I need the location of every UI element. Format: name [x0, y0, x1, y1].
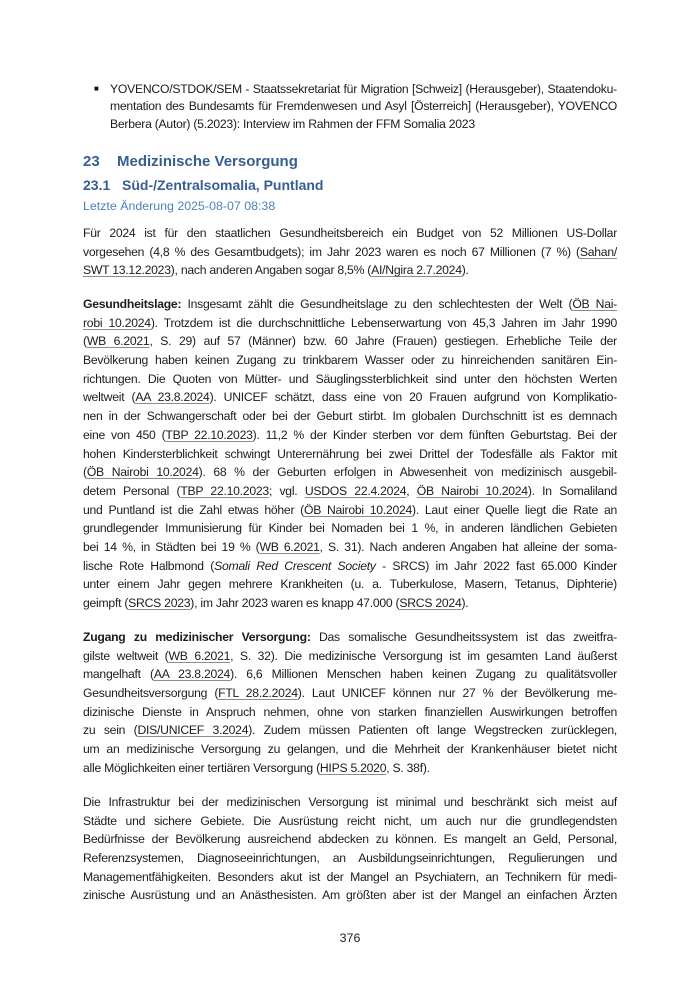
text-run: Managementfähigkeiten. Besonders akut ist der Mangel an Psychiatern, an Technikern für medi-	[83, 869, 617, 884]
text-run: geimpft (	[83, 596, 129, 610]
text-run: ).	[461, 263, 469, 278]
source-reference-link[interactable]: AA 23.8.2024	[135, 390, 210, 405]
text-run: ). Laut UNICEF können nur 27 % der Bevölkerung me-	[297, 686, 617, 701]
source-reference-link[interactable]: SRCS 2024	[399, 596, 462, 610]
text-run: grundlegender Immunisierung für Kinder bei Nomaden bei 1 %, in anderen ländlichen Gebieten	[83, 521, 617, 536]
text-run: detem Personal (	[83, 483, 181, 498]
text-line	[83, 594, 617, 613]
text-run: dizinische Dienste in Anspruch nehmen, ohne von starken finanziellen Auswirkungen betroffen	[83, 704, 617, 719]
text-run: vorgesehen (4,8 % des Gesamtbudgets); im Jahr 2023 waren es noch 67 Millionen (7 %) (	[83, 244, 580, 259]
text-line	[83, 849, 617, 868]
subsection-number: 23.1	[83, 177, 111, 193]
section-heading	[83, 153, 298, 170]
source-reference-link[interactable]: WB 6.2021	[86, 334, 150, 349]
text-line	[83, 647, 617, 666]
text-line	[83, 721, 617, 740]
text-run: lische Rote Halbmond (	[83, 558, 215, 573]
text-run: eine von 450 (	[83, 427, 166, 442]
text-run: alle Möglichkeiten einer tertiären Versorgung (	[83, 760, 320, 775]
text-line	[83, 501, 617, 520]
text-line	[83, 426, 617, 445]
text-line	[83, 812, 617, 831]
text-line	[83, 261, 617, 280]
text-run: ). UNICEF schätzt, dass eine von 20 Frauen aufgrund von Komplikatio-	[209, 390, 617, 405]
text-run: ), im Jahr 2023 waren es knapp 47.000 (	[190, 596, 400, 610]
text-run: (	[83, 465, 87, 480]
text-run: Zugang zu medizinischer Versorgung:	[83, 630, 311, 644]
paragraph-budget	[83, 224, 617, 280]
text-run: ). 68 % der Geburten erfolgen in Abwesenheit von medizinisch ausgebil-	[198, 465, 617, 480]
source-reference-link[interactable]: SWT 13.12.2023	[83, 263, 171, 278]
text-line	[83, 314, 617, 333]
source-reference-link[interactable]: AA 23.8.2024	[153, 667, 231, 682]
text-run: um an medizinische Versorgung zu gelangen, und die Mehrheit der Krankenhäuser bietet nicht	[83, 742, 617, 757]
text-run: ).	[461, 596, 469, 610]
text-run: zu sein (	[83, 723, 138, 738]
source-reference-link[interactable]: AI/Ngira 2.7.2024	[371, 263, 462, 278]
text-run: ). In Somaliland	[527, 483, 617, 498]
text-run: Gesundheitsversorgung (	[83, 686, 219, 701]
text-line	[83, 740, 617, 759]
text-run: Das somalische Gesundheitssystem ist das zweitfra-	[310, 630, 617, 644]
text-run: gilste weltweit (	[83, 648, 169, 663]
text-run: ; vgl.	[268, 483, 305, 498]
source-reference-link[interactable]: robi 10.2024	[83, 315, 151, 330]
text-run: ). 11,2 % der Kinder sterben vor dem fünften Geburtstag. Bei der	[252, 427, 617, 442]
source-reference-link[interactable]: Sahan/	[579, 244, 617, 259]
text-line	[83, 628, 617, 647]
source-reference-link[interactable]: SRCS 2023	[128, 596, 191, 610]
source-reference-link[interactable]: TBP 22.10.2023	[180, 483, 269, 498]
source-reference-link[interactable]: WB 6.2021	[168, 648, 231, 663]
text-run: Somali Red Crescent Society	[214, 558, 376, 573]
text-run: weltweit (	[83, 390, 136, 405]
source-reference-link[interactable]: ÖB Nairobi 10.2024	[86, 465, 199, 480]
section-title: Medizinische Versorgung	[117, 153, 298, 170]
paragraph-access-to-care	[83, 628, 617, 778]
text-run: mangelhaft (	[83, 667, 154, 682]
text-run: Referenzsystemen, Diagnoseeinrichtungen, an Ausbildungseinrichtungen, Regulierungen und	[83, 851, 617, 866]
text-line	[83, 332, 617, 351]
text-run: und Puntland ist die Zahl etwas höher (	[83, 502, 304, 517]
text-line	[83, 703, 617, 722]
page-number: 376	[339, 931, 361, 945]
text-line	[110, 116, 617, 133]
source-reference-link[interactable]: ÖB Nairobi 10.2024	[303, 502, 413, 517]
text-run: ), nach anderen Angaben sogar 8,5% (	[170, 263, 372, 278]
text-line	[83, 684, 617, 703]
text-line	[110, 81, 617, 98]
text-line	[83, 575, 617, 594]
text-line	[83, 388, 617, 407]
text-run: - SRCS) im Jahr 2022 fast 65.000 Kinder	[375, 558, 617, 573]
text-line	[83, 519, 617, 538]
text-line	[83, 830, 617, 849]
paragraph-health-situation	[83, 295, 617, 613]
paragraph-infrastructure	[83, 793, 617, 905]
text-run: ). Zudem müssen Patienten oft lange Wegstrecken zurücklegen,	[248, 723, 617, 738]
text-line	[83, 445, 617, 464]
text-run: hohen Kindersterblichkeit schwingt Unterernährung bei zwei Drittel der Todesfälle als Faktor mit	[83, 446, 617, 461]
text-run: , S. 38f).	[386, 760, 430, 775]
text-line	[83, 407, 617, 426]
text-run: , S. 32). Die medizinische Versorgung ist im gesamten Land äußerst	[230, 648, 617, 663]
subsection-heading	[83, 177, 323, 193]
text-line	[83, 482, 617, 501]
text-line	[83, 463, 617, 482]
text-run: ). 6,6 Millionen Menschen haben keinen Zugang zu qualitätsvoller	[230, 667, 617, 682]
text-run: nen in der Schwangerschaft oder bei der Geburt stirbt. Im globalen Durchschnitt ist es demnach	[83, 409, 617, 424]
text-run: ,	[406, 483, 417, 498]
source-reference-link[interactable]: ÖB Nairobi 10.2024	[416, 483, 528, 498]
text-run: zinische Ausrüstung und an Anästhesisten. Am größten aber ist der Mangel an einfachen Ärzten	[83, 888, 617, 903]
text-line	[83, 759, 617, 778]
text-line	[83, 370, 617, 389]
text-run: Die Infrastruktur bei der medizinischen Versorgung ist minimal und beschränkt sich meist auf	[83, 795, 617, 809]
text-run: richtungen. Die Quoten von Mütter- und Säuglingssterblichkeit sind unter den höchsten Werten	[83, 371, 617, 386]
text-run: YOVENCO/STDOK/SEM - Staatssekretariat für Migration [Schweiz] (Herausgeber), Staatendoku-	[110, 82, 617, 96]
text-line	[83, 243, 617, 262]
reference-list-item	[94, 81, 617, 133]
text-line	[83, 665, 617, 684]
last-modified-note: Letzte Änderung 2025-08-07 08:38	[83, 199, 276, 213]
text-line	[83, 295, 617, 314]
source-reference-link[interactable]: HIPS 5.2020	[319, 760, 387, 775]
text-line	[83, 557, 617, 576]
text-run: ). Laut einer Quelle liegt die Rate an	[412, 502, 617, 517]
text-run: (	[83, 334, 87, 349]
subsection-title: Süd-/Zentralsomalia, Puntland	[122, 177, 324, 193]
source-reference-link[interactable]: FTL 28.2.2024	[218, 686, 298, 701]
text-run: Für 2024 ist für den staatlichen Gesundheitsbereich ein Budget von 52 Millionen US-Dollar	[83, 226, 617, 240]
text-run: bei 14 %, in Städten bei 19 % (	[83, 539, 260, 554]
section-number: 23	[83, 153, 100, 170]
source-reference-link[interactable]: DIS/UNICEF 3.2024	[137, 723, 249, 738]
source-reference-link[interactable]: WB 6.2021	[259, 539, 320, 554]
text-run: , S. 29) auf 57 (Männer) bzw. 60 Jahre (Frauen) gestiegen. Erhebliche Teile der	[149, 334, 617, 349]
text-line	[83, 868, 617, 887]
text-line	[83, 886, 617, 905]
source-reference-link[interactable]: ÖB Nai-	[572, 297, 617, 311]
text-line	[83, 538, 617, 557]
text-run: Bedürfnisse der Bevölkerung ausreichend abdecken zu können. Es mangelt an Geld, Personal,	[83, 832, 617, 847]
text-line	[83, 351, 617, 370]
text-run: mentation des Bundesamts für Fremdenwesen und Asyl [Österreich] (Herausgeber), YOVENCO	[110, 99, 617, 114]
text-run: Bevölkerung haben keinen Zugang zu trinkbarem Wasser oder zu hinreichenden sanitären Ein-	[83, 353, 617, 368]
text-run: Berbera (Autor) (5.2023): Interview im Rahmen der FFM Somalia 2023	[110, 116, 475, 131]
source-reference-link[interactable]: TBP 22.10.2023	[165, 427, 253, 442]
text-line	[110, 98, 617, 115]
text-run: Städte und sichere Gebiete. Die Ausrüstung reicht nicht, um auch nur die grundlegendsten	[83, 813, 617, 828]
text-run: Gesundheitslage:	[83, 297, 182, 311]
text-line	[83, 793, 617, 812]
text-run: ). Trotzdem ist die durchschnittliche Lebenserwartung von 45,3 Jahren im Jahr 1990	[150, 315, 617, 330]
text-line	[83, 224, 617, 243]
text-run: , S. 31). Nach anderen Angaben hat alleine der soma-	[319, 539, 617, 554]
source-reference-link[interactable]: USDOS 22.4.2024	[304, 483, 407, 498]
text-run: Insgesamt zählt die Gesundheitslage zu den schlechtesten der Welt (	[181, 297, 573, 311]
bullet-icon: ■	[94, 84, 99, 93]
text-run: unter einem Jahr gegen mehrere Krankheiten (u. a. Tuberkulose, Masern, Tetanus, Diphterie)	[83, 577, 617, 592]
